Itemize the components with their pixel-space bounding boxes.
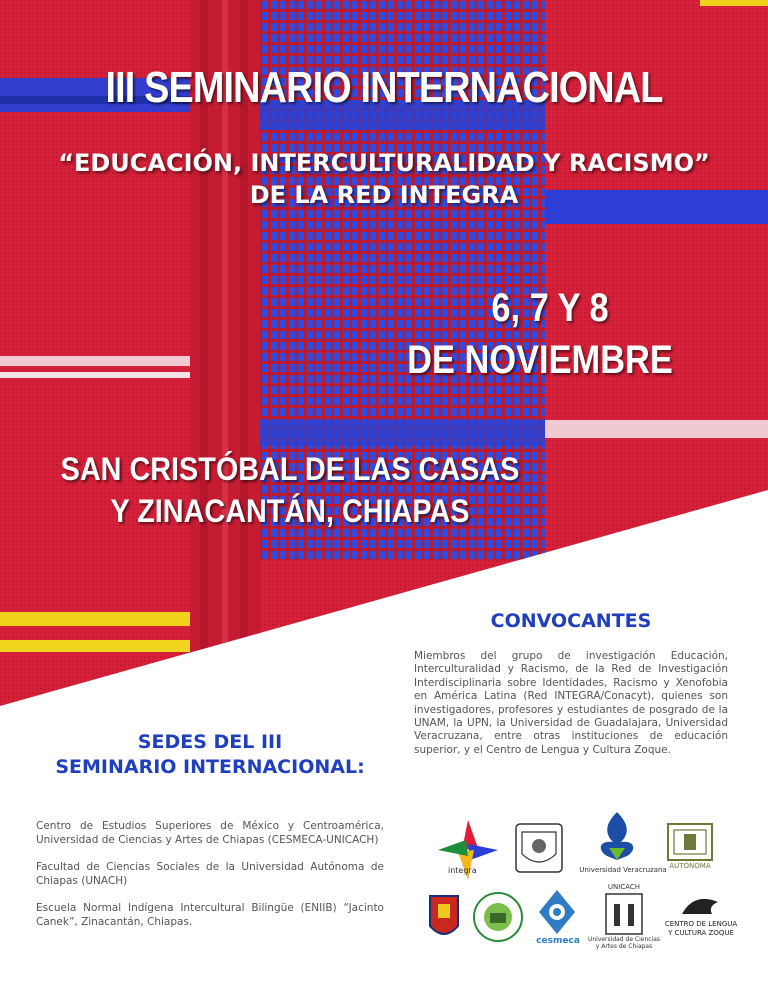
unach-logo-label: AUTÓNOMA xyxy=(669,862,711,870)
eniib-logo xyxy=(474,893,522,941)
udeg-logo xyxy=(430,896,458,934)
seminar-subtitle: “EDUCACIÓN, INTERCULTURALIDAD Y RACISMO” xyxy=(58,149,710,177)
event-location-line1: SAN CRISTÓBAL DE LAS CASAS xyxy=(60,451,520,487)
event-dates-month: DE NOVIEMBRE xyxy=(407,338,673,382)
convocantes-heading: CONVOCANTES xyxy=(490,610,652,632)
unicach-logo-label2: y Artes de Chiapas xyxy=(595,943,653,950)
sede-item: Facultad de Ciencias Sociales de la Universidad Autónoma de Chiapas (UNACH) xyxy=(36,861,384,887)
unicach-logo-top-label: UNICACH xyxy=(607,883,641,891)
event-location-line2: Y ZINACANTÁN, CHIAPAS xyxy=(110,493,470,529)
seminar-title: III SEMINARIO INTERNACIONAL xyxy=(105,63,663,112)
zoque-logo-label2: Y CULTURA ZOQUE xyxy=(668,929,734,937)
unicach-logo-label: Universidad de Ciencias xyxy=(587,936,661,943)
integra-logo-label: integra xyxy=(448,866,477,875)
sede-item: Escuela Normal Indígena Intercultural Bilingüe (ENIIB) “Jacinto Canek”, Zinacantán, Chiapas. xyxy=(36,902,384,928)
uv-logo-label: Universidad Veracruzana xyxy=(579,866,667,874)
unicach-logo xyxy=(606,894,642,934)
seminar-subtitle-network: DE LA RED INTEGRA xyxy=(249,181,519,209)
convocantes-description: Miembros del grupo de investigación Educación, Interculturalidad y Racismo, de la Red de Investigación Interdisciplinaria sobre Identidades, Racismo y Xenofobia en América Latina (Red INTEGRA/Conacyt), quienes son investigadores, profesores y estudiantes de posgrado de la UNAM, la UPN, la Universidad de Guadalajara, Universidad Veracruzana, entre otras instituciones de educación superior, y el Centro de Lengua y Cultura Zoque. xyxy=(414,650,728,756)
sedes-heading-line2: SEMINARIO INTERNACIONAL: xyxy=(55,756,365,778)
cesmeca-logo xyxy=(539,890,575,934)
event-dates-days: 6, 7 Y 8 xyxy=(491,286,609,330)
cesmeca-logo-label: cesmeca xyxy=(536,936,580,946)
sede-item: Centro de Estudios Superiores de México y Centroamérica, Universidad de Ciencias y Artes de Chiapas (CESMECA-UNICACH) xyxy=(36,820,384,846)
zoque-logo xyxy=(682,899,718,914)
zoque-logo-label: CENTRO DE LENGUA xyxy=(664,920,738,928)
sedes-heading: SEDES DEL III xyxy=(137,731,283,753)
uv-logo xyxy=(601,812,634,860)
unam-logo xyxy=(516,824,562,872)
unach-logo xyxy=(668,824,712,860)
